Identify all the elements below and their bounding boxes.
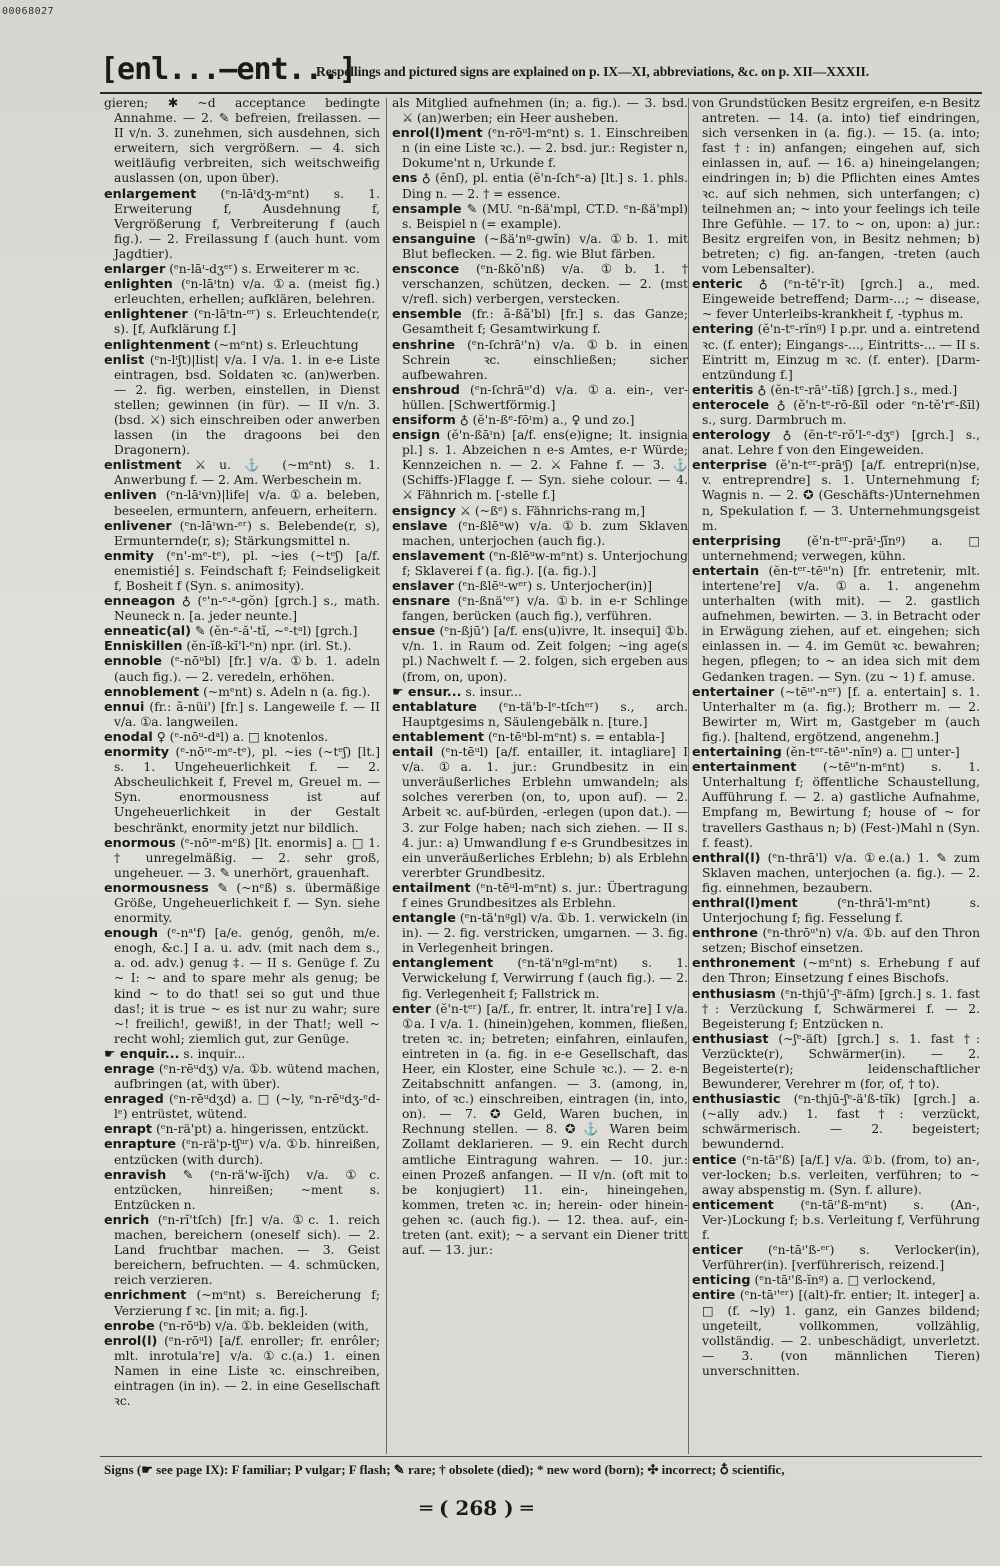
entry-body: (ᵉn-lāᶦwn-ᵉʳ) s. Belebende(r, s), Ermunternde(r, s); Stärkungsmittel n. (114, 518, 380, 548)
dictionary-entry (392, 745, 688, 881)
dictionary-entry (104, 639, 380, 654)
entry-body: (~tēᵘ'-nᵉʳ) [f. a. entertain] s. 1. Unterhalter m (a. fig.); Brotherr m. — 2. Bewirter m, Wirt m, Gastgeber m (auch fig.). [haltend, ergötzend, angenehm.] (702, 684, 980, 744)
entry-body: (ᵉ-nōᶦᵉ-mᵉ-tᵉ), pl. ~ies (~tᵉʃ) [lt.] s. 1. Ungeheuerlichkeit f. — 2. Abscheulichkeit f, Frevel m, Greuel m. — Syn. enormousness ist auf Ungeheuerlichkeit in der Gestalt beschränkt, enormity jetzt nur bildlich. (114, 745, 380, 835)
dictionary-entry (104, 1062, 380, 1092)
entry-headword: enlightener (104, 307, 188, 323)
entry-headword: enterprise (692, 458, 768, 474)
dictionary-entry (104, 353, 380, 459)
dictionary-entry (692, 1243, 980, 1273)
entry-body: (ᵉn-lᶦʃt)|list| v/a. I v/a. 1. in e-e Liste eintragen, bsd. Soldaten ꝛc. (an)werben. — 2. fig. werben, einstellen, in Dienst stellen; gewinnen (in für). — II v/n. 3. (bsd. ⚔) sich einschreiben oder anwerben lassen (in the dragoons bei den Dragonern). (114, 352, 380, 458)
dictionary-entry (392, 579, 688, 594)
entry-headword: enrichment (104, 1288, 187, 1304)
entry-headword: enneatic(al) (104, 624, 192, 640)
entry-headword: enticer (692, 1243, 743, 1259)
dictionary-entry (692, 926, 980, 956)
dictionary-entry (104, 338, 380, 353)
dictionary-entry (392, 700, 688, 730)
entry-body: (ᵉn-lāᶦ-dʒᵉʳ) s. Erweiterer m ꝛc. (169, 262, 360, 277)
footer-rule (100, 1456, 982, 1457)
entry-headword: entangle (392, 911, 456, 927)
dictionary-entry (104, 1319, 380, 1334)
dictionary-entry (104, 1168, 380, 1213)
entry-headword: enticing (692, 1273, 751, 1289)
dictionary-entry (104, 1288, 380, 1318)
dictionary-entry (692, 458, 980, 533)
column-divider (386, 98, 387, 1454)
entry-headword: enrage (104, 1062, 155, 1077)
entry-headword: enlistment (104, 458, 182, 474)
entry-headword: enthusiasm (692, 986, 776, 1002)
dictionary-entry (692, 322, 980, 382)
entry-body: (ᵉn-ſchrāᵘ'd) v/a. ①a. ein-, ver-hüllen. [Schwertförmig.] (402, 382, 688, 412)
header-note: Respellings and pictured signs are explained on p. IX—XI, abbreviations, &c. on p. XII—XXXII. (316, 64, 870, 79)
entry-body: (ᵉn-tä'nᵍgl) v/a. ①b. 1. verwickeln (in in). — 2. fig. verstricken, umgarnen. — 3. fig. in Verlegenheit bringen. (402, 911, 688, 956)
entry-headword: enterology (692, 428, 771, 444)
dictionary-entry (392, 383, 688, 413)
dictionary-entry (692, 1032, 980, 1092)
entry-headword: enough (104, 926, 158, 942)
dictionary-entry (392, 519, 688, 549)
entry-body: ✎ (ᵉn-rä'w-ĭʃch) v/a. ①c. entzücken, hinreißen; ~ment s. Entzücken n. (114, 1167, 380, 1212)
entry-headword: enormousness (104, 880, 209, 896)
dictionary-entry (392, 96, 688, 126)
running-headword: [enl...—ent...] (100, 52, 356, 87)
signs-legend: Signs (☛ see page IX): F familiar; P vulgar; F flash; ✎ rare; † obsolete (died); * new word (born); ✣ incorrect; ♁ scientific, (104, 1462, 785, 1477)
entry-headword: enlarger (104, 262, 166, 278)
dictionary-entry (392, 171, 688, 201)
dictionary-entry (692, 760, 980, 851)
column-1 (104, 96, 380, 1454)
entry-headword: ensemble (392, 307, 462, 323)
page-number: ═ ( 268 ) ═ (420, 1496, 533, 1520)
dictionary-entry (692, 896, 980, 926)
entry-body: (ᵉn-ßlēᵘw-mᵉnt) s. Unterjochung f; Sklaverei f (a. fig.). [(a. fig.).] (402, 548, 688, 578)
header-rule (100, 92, 982, 94)
dictionary-entry (392, 232, 688, 262)
entry-body: ♁ (ĕnſ), pl. entia (ĕ'n-ſchᵉ-a) [lt.] s. 1. phls. Ding n. — 2. † = essence. (402, 171, 688, 201)
entry-body: (ᵉn-tēᵘbl-mᵉnt) s. = entabla-] (487, 729, 665, 744)
entry-body: gieren; ✱ ~d acceptance bedingte Annahme. — 2. ✎ befreien, freilassen. — II v/n. 3. zunehmen, sich ausdehnen, sich erweitern, sich vergrößern. — 4. sich weitläufig verbreiten, sich weitschweifig auslassen (on, upon über). (104, 96, 380, 186)
entry-body: (ᵉn-rōᵘl-mᵉnt) s. 1. Einschreiben n (in eine Liste ꝛc.). — 2. bsd. jur.: Register n, Dokume'nt n, Urkunde f. (402, 126, 688, 171)
entry-body: (ᵉn-rĭ'tſch) [fr.] v/a. ①c. 1. reich machen, bereichern (oneself sich). — 2. Land fruchtbar machen. — 3. Geist bereichern, befruchten. — 4. schmücken, reich verzieren. (114, 1212, 380, 1288)
entry-headword: ensigncy (392, 503, 456, 519)
dictionary-entry (692, 383, 980, 398)
dictionary-entry (104, 654, 380, 684)
dictionary-entry (392, 549, 688, 579)
entry-body: (ᵉn-tāᶦ'ᵉʳ) [(alt)-fr. entier; lt. integer] a. □ (f. ~ly) 1. ganz, ein Ganzes bildend; ungeteilt, vollkommen, vollzählig, vollständig. — 2. unbeschädigt, unverletzt. — 3. (von männlichen Tieren) unverschnitten. (702, 1288, 980, 1378)
column-2 (392, 96, 688, 1454)
entry-body: (ᵉn-tä'nᵍgl-mᵉnt) s. 1. Verwickelung f, Verwirrung f (auch fig.). — 2. fig. Verlegenheit f; Fallstrick m. (402, 956, 688, 1001)
entry-headword: entablature (392, 699, 477, 715)
entry-headword: enodal (104, 729, 153, 745)
entry-headword: Enniskillen (104, 639, 183, 655)
entry-headword: enrol(l) (104, 1333, 158, 1349)
dictionary-entry (392, 413, 688, 428)
dictionary-entry (692, 428, 980, 458)
entry-body: (ᵉn-rēᵘdʒ) v/a. ①b. wütend machen, aufbringen (at, with über). (114, 1062, 380, 1092)
entry-headword: ☛ enquir... (104, 1046, 180, 1062)
entry-body: als Mitglied aufnehmen (in; a. fig.). — 3. bsd. ⚔ (an)werben; ein Heer ausheben. (392, 96, 688, 126)
scan-id: 00068027 (2, 6, 55, 17)
entry-body: (ᵉn-lāᶦvn)|life| v/a. ①a. beleben, beseelen, ermuntern, anfeuern, erheitern. (114, 488, 380, 518)
entry-body: ✎ (~nᵉß) s. übermäßige Größe, Ungeheuerlichkeit f. — Syn. siehe enormity. (114, 880, 380, 926)
entry-headword: enrobe (104, 1318, 155, 1334)
dictionary-entry (692, 987, 980, 1032)
entry-body: (ᵉn-rä'pt) a. hingerissen, entzückt. (155, 1122, 369, 1137)
entry-body: (ĕn-tᵉʳ-tēᵘ'-nĭnᵍ) a. □ unter-] (785, 745, 960, 760)
entry-headword: enteritis (692, 382, 754, 398)
entry-body: (ᵉn-lāᶦtn-ᵉʳ) s. Erleuchtende(r, s). [f, Aufklärung f.] (114, 307, 380, 337)
entry-headword: enterocele (692, 397, 770, 413)
dictionary-entry (104, 836, 380, 881)
dictionary-entry (392, 262, 688, 307)
entry-body: (ᵉn-tä'b-lᵉ-tſchᵉʳ) s., arch. Hauptgesims n, Säulengebälk n. [ture.] (402, 699, 688, 729)
entry-headword: enslaver (392, 579, 454, 594)
dictionary-entry (104, 1334, 380, 1409)
entry-headword: enter (392, 1001, 431, 1017)
dictionary-entry (104, 1092, 380, 1122)
dictionary-entry (692, 1153, 980, 1198)
entry-body: (ᵉn-tāᶦ'ß-mᵉnt) s. (An-, Ver-)Lockung f; b.s. Verleitung f, Verführung f. (702, 1197, 980, 1243)
entry-body: (ᵉn-ßlēᵘ-wᵉʳ) s. Unterjocher(in)] (457, 579, 652, 593)
dictionary-entry (104, 700, 380, 730)
entry-headword: enlargement (104, 186, 197, 202)
entry-body: (ᵉn-thrōᵘ'n) v/a. ①b. auf den Thron setzen; Bischof einsetzen. (702, 926, 980, 956)
entry-body: (ĕn-ĭß-kĭ'l-ᵉn) npr. (irl. St.). (186, 639, 352, 654)
dictionary-entry (104, 458, 380, 488)
entry-headword: enthusiastic (692, 1092, 781, 1108)
entry-headword: ensnare (392, 594, 451, 610)
dictionary-entry (104, 549, 380, 594)
dictionary-entry (692, 398, 980, 428)
entry-body: (ᵉn-thjū'-ʃᵉ-äſm) [grch.] s. 1. fast †: Verzückung f, Schwärmerei f. — 2. Begeisterung f; Entzücken n. (702, 986, 980, 1031)
entry-headword: enteric (692, 277, 743, 293)
entry-body: ♁ (ᵉ'n-ᵉ-ᵃ-gŏn) [grch.] s., math. Neuneck n. [a. jeder neunte.] (114, 594, 380, 624)
entry-body: (ᵉ-nōᶦᵉ-mᵉß) [lt. enormis] a. □ 1. † unregelmäßig. — 2. sehr groß, ungeheuer. — 3. ✎ unerhört, grauenhaft. (114, 835, 380, 880)
entry-headword: entertainer (692, 684, 775, 700)
entry-body: (ᵉ-nōᵘbl) [fr.] v/a. ①b. 1. adeln (auch fig.). — 2. veredeln, erhöhen. (114, 654, 380, 684)
entry-body: ♁ (ᵉn-tĕ'r-ĭt) [grch.] a., med. Eingeweide betreffend; Darm-...; ~ disease, ~ fever Unterleibs-krankheit f, -typhus m. (702, 277, 980, 322)
entry-body: von Grundstücken Besitz ergreifen, e-n Besitz antreten. — 14. (a. into) tief eindringen, sich versenken in (a. fig.). — 15. (a. into; fast †: in) anfangen; eingehen auf, sich einlassen in, auf. — 16. a) hineingelangen; eindringen in; b) die Pflichten eines Amtes ꝛc. auf sich nehmen, sich unterfangen; c) teilnehmen an; ~ into your feelings ich teile Ihre Gefühle. — 17. to ~ on, upon: a) jur.: Besitz ergreifen von, in Besitz nehmen; b) betreten; c) fig. an-fangen, -treten (auch vom Lebensalter). (692, 96, 980, 277)
entry-body: (ĕ'n-tᵉʳ-prāᶦʃ) [a/f. entrepri(n)se, v. entreprendre] s. 1. Unternehmung f; Wagnis n. — 2. ✪ (Geschäfts-)Unternehmen n, Spekulation f. — 3. Unternehmungsgeist m. (702, 458, 980, 533)
dictionary-entry (692, 745, 980, 760)
entry-body: ♁ (ĕn-tᵉ-rŏ'l-ᵉ-dʒᵉ) [grch.] s., anat. Lehre f von den Eingeweiden. (702, 428, 980, 458)
entry-headword: enlivener (104, 518, 172, 534)
entry-headword: enliven (104, 488, 157, 504)
entry-headword: enslave (392, 518, 448, 534)
dictionary-entry (392, 956, 688, 1001)
entry-headword: enormous (104, 835, 176, 851)
dictionary-entry (692, 851, 980, 896)
dictionary-entry (692, 1288, 980, 1379)
dictionary-entry (104, 926, 380, 1047)
entry-body: (ᵉn-tēᵘl-mᵉnt) s. jur.: Übertragung f eines Grundbesitzes als Erblehn. (402, 880, 688, 910)
entry-body: (ᵉn-ßlēᵘw) v/a. ①b. zum Sklaven machen, unterjochen (auch fig.). (402, 518, 688, 548)
entry-body: (fr.: ã-nüi') [fr.] s. Langeweile f. — II v/a. ①a. langweilen. (114, 699, 380, 729)
entry-headword: ensiform (392, 412, 456, 428)
entry-headword: enthral(l)ment (692, 895, 798, 911)
entry-headword: entering (692, 322, 754, 338)
entry-headword: entertainment (692, 760, 797, 776)
dictionary-entry (104, 1137, 380, 1167)
dictionary-entry (104, 307, 380, 337)
dictionary-entry (392, 1002, 688, 1259)
entry-body: (ᵉn-tāᶦ'ß) [a/f.] v/a. ①b. (from, to) an-, ver-locken; b.s. verleiten, verführen; to ~ away abspenstig m. (Syn. f. allure). (702, 1152, 980, 1197)
dictionary-entry (692, 564, 980, 685)
dictionary-entry (104, 488, 380, 518)
entry-body: (ᵉn'-mᵉ-tᵉ), pl. ~ies (~tᵉʃ) [a/f. enemistié] s. Feindschaft f; Feindseligkeit f, Bosheit f (Syn. s. animosity). (114, 548, 380, 593)
entry-body: (ĕn-tᵉʳ-tēᵘ'n) [fr. entretenir, mlt. intertene're] v/a. ①a. 1. angenehm unterhalten (with mit). — 2. gastlich aufnehmen, bewirten. — 3. in Betracht oder in Erwägung ziehen, auf et. eingehen; sich einlassen in. — 4. im Gemüt ꝛc. bewahren; hegen, pflegen; to ~ an idea sich mit dem Gedanken tragen. — Syn. (zu ~ 1) f. amuse. (702, 563, 980, 684)
dictionary-entry (392, 202, 688, 232)
dictionary-entry (692, 534, 980, 564)
entry-body: (~mᵉnt) s. Bereicherung f; Verzierung f ꝛc. [in mit; a. fig.]. (114, 1288, 380, 1318)
entry-headword: ☛ ensur... (392, 684, 462, 700)
dictionary-entry (104, 187, 380, 262)
entry-headword: ennoblement (104, 684, 200, 700)
entry-headword: ennui (104, 699, 145, 715)
dictionary-entry (392, 126, 688, 171)
entry-body: ♁ (ĕn-tᵉ-rāᶦ'-tĭß) [grch.] s., med.] (757, 382, 958, 397)
entry-body: (ĕ'n-ßāᶦn) [a/f. ens(e)igne; lt. insignia pl.] s. 1. Abzeichen n e-s Amtes, e-r Würde; Kennzeichen n. — 2. ⚔ Fahne f. — 3. ⚓ (Schiffs-)Flagge f. — Syn. siehe colour. — 4. ⚔ Fähnrich m. [-stelle f.] (402, 428, 688, 503)
entry-headword: entailment (392, 880, 471, 896)
entry-headword: ensanguine (392, 231, 476, 247)
entry-body: ⚔ u. ⚓ (~mᵉnt) s. 1. Anwerbung f. — 2. Am. Werbeschein m. (114, 458, 380, 488)
entry-headword: enterprising (692, 533, 782, 549)
dictionary-entry (104, 745, 380, 836)
entry-headword: enlighten (104, 277, 173, 293)
entry-body: (ᵉn-rōᵘb) v/a. ①b. bekleiden (with, (158, 1318, 369, 1333)
entry-body: (ᵉn-ßkŏ'nß) v/a. ①b. 1. † verschanzen, schützen, decken. — 2. (mst v/refl. sich) verbergen, verstecken. (402, 262, 688, 307)
entry-body: (ᵉn-thrā'l) v/a. ①e.(a.) 1. ✎ zum Sklaven machen, unterjochen (a. fig.). — 2. fig. einnehmen, bezaubern. (702, 850, 980, 895)
entry-headword: enrapt (104, 1122, 153, 1138)
dictionary-entry (392, 881, 688, 911)
dictionary-entry (104, 1122, 380, 1137)
entry-headword: entire (692, 1288, 736, 1304)
entry-body: ♀ (ᵉ-nōᵘ-dᵃl) a. □ knotenlos. (156, 729, 329, 744)
entry-body: ♁ (ĕ'n-ßᵉ-fōᶦm) a., ♀ und zo.] (459, 412, 635, 427)
entry-body: (~tēᵘ'n-mᵉnt) s. 1. Unterhaltung f; öffentliche Schaustellung, Aufführung f. — 2. a) gastliche Aufnahme, Empfang m, Bewirtung f; house of ~ for travellers Gasthaus n; b) (Fest-)Mahl n (Syn. f. feast). (702, 760, 980, 850)
entry-headword: enlist (104, 352, 145, 368)
entry-headword: entertain (692, 563, 760, 579)
entry-headword: enthronement (692, 956, 796, 972)
dictionary-entry (692, 956, 980, 986)
entry-body: (ᵉn-lāᶦdʒ-mᵉnt) s. 1. Erweiterung f, Ausdehnung f, Vergrößerung f, Verbreiterung f (auch fig.). — 2. Freilassung f (auch hunt. vom Jagdtier). (114, 186, 380, 261)
entry-body: (ᵉ-nᵃ'f) [a/e. genóg, genôh, m/e. enogh, &c.] I a. u. adv. (mit nach dem s., a. od. adv.) genug ‡. — II s. Genüge f. Zu ~ I: ~ and to spare mehr als genug; be kind ~ to do that! sei so gut und thue das!; it is true ~ es ist nur zu wahr; sure ~! freilich!, gewiß!, in der That!; well ~ recht wohl; ziemlich gut, zur Genüge. (114, 926, 380, 1046)
entry-headword: enthral(l) (692, 850, 761, 866)
entry-body: (ᵉn-rōᵘl) [a/f. enroller; fr. enrôler; mlt. inrotula're] v/a. ①c.(a.) 1. einen Namen in eine Liste ꝛc. einschreiben, eintragen (in in). — 2. in eine Gesellschaft ꝛc. (114, 1333, 380, 1409)
entry-headword: enlightenment (104, 337, 210, 353)
dictionary-entry (104, 277, 380, 307)
entry-headword: entice (692, 1152, 737, 1168)
dictionary-entry (104, 624, 380, 639)
dictionary-entry (392, 730, 688, 745)
entry-body: (ĕ'n-tᵉʳ-prāᶦ-ʃĭnᵍ) a. □ unternehmend; verwegen, kühn. (702, 533, 980, 563)
entry-body: ♁ (ĕ'n-tᵉ-rō-ßīl oder ᵉn-tĕ'rᵉ-ßīl) s., surg. Darmbruch m. (702, 397, 980, 427)
entry-headword: enrich (104, 1212, 150, 1228)
entry-body: ✎ (ĕn-ᵉ-ă'-tĭ, ~ᵉ-tᵃl) [grch.] (194, 624, 358, 639)
dictionary-entry (104, 519, 380, 549)
entry-body: s. inquir... (183, 1046, 246, 1061)
dictionary-entry (692, 96, 980, 277)
entry-headword: ensconce (392, 262, 460, 278)
entry-body: (fr.: ã-ßã'bl) [fr.] s. das Ganze; Gesamtheit f; Gesamtwirkung f. (402, 307, 688, 337)
entry-headword: entertaining (692, 745, 782, 761)
entry-headword: entail (392, 745, 434, 761)
entry-headword: enmity (104, 548, 154, 564)
dictionary-entry (692, 685, 980, 745)
entry-headword: enravish (104, 1167, 167, 1183)
dictionary-entry (104, 594, 380, 624)
column-divider (688, 98, 689, 1454)
entry-body: (ᵉn-ßjū') [a/f. ens(u)ivre, lt. insequi] ①b. v/n. 1. in Raum od. Zeit folgen; ~ing age(s pl.) Nachwelt f. — 2. folgen, sich ergeben aus (from, on, upon). (402, 624, 688, 684)
entry-headword: enslavement (392, 548, 485, 564)
entry-headword: ensign (392, 428, 441, 444)
dictionary-entry (392, 307, 688, 337)
entry-headword: entanglement (392, 956, 494, 972)
dictionary-entry (692, 1092, 980, 1152)
dictionary-entry (392, 911, 688, 956)
entry-body: (ᵉn-rēᵘdʒd) a. □ (~ly, ᵉn-rēᵘdʒ-ᵉd-lᵉ) entrüstet, wütend. (114, 1092, 380, 1122)
entry-headword: enshroud (392, 382, 460, 398)
dictionary-entry (104, 96, 380, 187)
entry-headword: ens (392, 171, 418, 187)
entry-headword: enshrine (392, 337, 456, 353)
dictionary-entry (692, 1273, 980, 1288)
entry-body: (~mᵉnt) s. Adeln n (a. fig.). (203, 684, 371, 699)
entry-body: (ᵉn-tāᶦ'ß-ĭnᵍ) a. □ verlockend, (754, 1273, 936, 1288)
entry-body: ✎ (MU. ᵉn-ßä'mpl, CT.D. ᵉn-ßä'mpl) s. Beispiel n (= example). (402, 201, 688, 231)
entry-headword: entablement (392, 729, 485, 745)
entry-body: (~ßä'nᵍ-gwĭn) v/a. ①b. 1. mit Blut beflecken. — 2. fig. wie Blut färben. (402, 231, 688, 261)
entry-headword: enormity (104, 745, 170, 761)
entry-body: s. insur... (465, 684, 522, 699)
entry-headword: enticement (692, 1197, 774, 1213)
entry-body: (ᵉn-ßnä'ᵉʳ) v/a. ①b. in e-r Schlinge fangen, berücken (auch fig.), verführen. (402, 594, 688, 624)
dictionary-entry (692, 277, 980, 322)
entry-headword: ensample (392, 201, 462, 217)
dictionary-entry (392, 504, 688, 519)
dictionary-entry (692, 1198, 980, 1243)
column-3 (692, 96, 980, 1454)
entry-headword: enraged (104, 1092, 164, 1108)
dictionary-entry (392, 594, 688, 624)
entry-headword: enneagon (104, 594, 176, 610)
entry-body: (ᵉn-thrā'l-mᵉnt) s. Unterjochung f; fig. Fesselung f. (702, 895, 980, 926)
entry-headword: ennoble (104, 654, 162, 670)
entry-headword: ensue (392, 624, 436, 640)
dictionary-entry (392, 685, 688, 700)
entry-body: (ᵉn-tāᶦ'ß-ᵉʳ) s. Verlocker(in), Verführer(in). [verführerisch, reizend.] (702, 1243, 980, 1273)
dictionary-entry (392, 624, 688, 684)
entry-body: (ᵉn-tēᵘl) [a/f. entailler, it. intagliare] I v/a. ①a. 1. jur.: Grundbesitz in ein unveräußerliches Erblehn umwandeln; als solches vererben (on, to, upon auf). — 2. Arbeit ꝛc. auf-bürden, -erlegen (upon dat.). — 3. zur Folge haben; nach sich ziehen. — II s. 4. jur.: a) Umwandlung f e-s Grundbesitzes in ein unveräußerliches Erblehn; b) als Erblehn vererbter Grundbesitz. (402, 745, 688, 880)
dictionary-entry (104, 685, 380, 700)
entry-body: (ĕ'n-tᵉʳ) [a/f., fr. entrer, lt. intra're] I v/a. ①a. I v/a. 1. (hinein)gehen, kommen, fließen, treten ꝛc. in; betreten; einfahren, einlaufen, eintreten in (a. fig. in e-e Gesellschaft, das Heer, ein Kloster, eine Schule ꝛc.). — 2. e-n Zeitabschnitt anfangen. — 3. (among, in, into, of ꝛc.) einschreiben, eintragen (in, into, on). — 7. ✪ Geld, Waren buchen, in Rechnung stellen. — 8. ✪ ⚓ Waren beim Zollamt deklarieren. — 9. ein Recht durch amtliche Eintragung wahren. — 10. jur.: einen Prozeß anfangen. — II v/n. (oft mit to be konjugiert) 11. ein-, hineingehen, kommen, treten ꝛc. in; herein- oder hinein-gehen ꝛc. (auch fig.). — 12. thea. auf-, ein-treten (ant. exit); ~ a servant ein Diener tritt auf. — 13. jur.: (402, 1001, 688, 1258)
entry-body: (ᵉn-lāᶦtn) v/a. ①a. (meist fig.) erleuchten, erhellen; aufklären, belehren. (114, 277, 380, 307)
dictionary-entry (392, 428, 688, 503)
entry-headword: enthusiast (692, 1031, 769, 1047)
entry-body: (~mᵉnt) s. Erhebung f auf den Thron; Einsetzung f eines Bischofs. (702, 956, 980, 986)
dictionary-entry (104, 1047, 380, 1062)
entry-body: ⚔ (~ßᵉ) s. Fähnrichs-rang m,] (459, 503, 645, 518)
entry-body: (~ʃᵉ-äſt) [grch.] s. 1. fast †: Verzückte(r), Schwärmer(in). — 2. Begeisterte(r); leidenschaftlicher Bewunderer, Verehrer m (for, of, † to). (702, 1031, 980, 1092)
dictionary-entry (392, 338, 688, 383)
entry-headword: enrol(l)ment (392, 126, 483, 142)
entry-body: (ĕ'n-tᵉ-rĭnᵍ) I p.pr. und a. eintretend ꝛc. (f. enter); Eingangs-..., Eintritts-... — II s. Eintritt m, Einzug m ꝛc. (f. enter). [Darm-entzündung f.] (702, 322, 980, 382)
entry-headword: enthrone (692, 926, 758, 942)
entry-headword: enrapture (104, 1137, 177, 1153)
entry-body: (ᵉn-thjū-ʃᵉ-ä'ß-tĭk) [grch.] a. (~ally adv.) 1. fast †: verzückt, schwärmerisch. — 2. begeistert; bewundernd. (702, 1092, 980, 1152)
dictionary-entry (104, 881, 380, 926)
entry-body: (~mᵉnt) s. Erleuchtung (213, 337, 359, 352)
dictionary-entry (104, 1213, 380, 1288)
entry-body: (ᵉn-ſchrāᶦ'n) v/a. ①b. in einen Schrein ꝛc. einschließen; sicher aufbewahren. (402, 337, 688, 382)
dictionary-entry (104, 262, 380, 277)
dictionary-entry (104, 730, 380, 745)
entry-body: (ᵉn-rä'p-tʃᵘʳ) v/a. ①b. hinreißen, entzücken (with durch). (114, 1137, 380, 1167)
